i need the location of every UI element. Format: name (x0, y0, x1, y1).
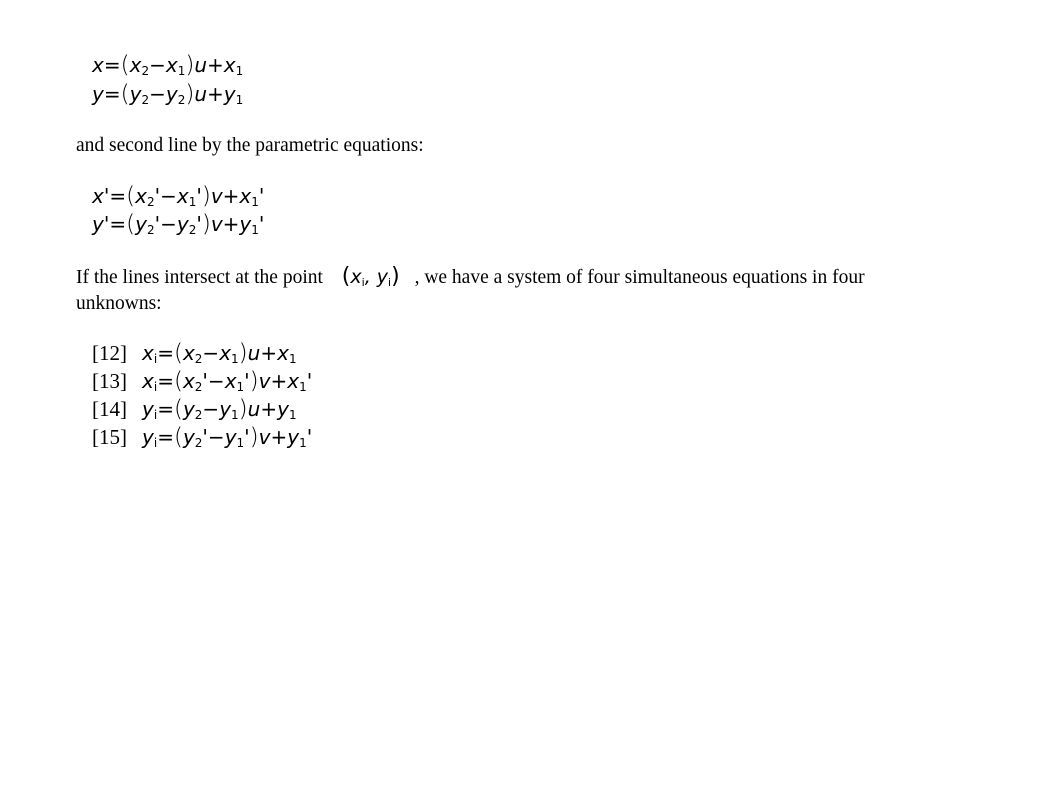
equation-line2-y: $y'=(y_2'-y_2')v+y_1'$ (92, 211, 265, 237)
equation-13: [13] $x_i=(x_2'-x_1')v+x_1'$ (92, 368, 313, 394)
equation-14: [14] $y_i=(y_2-y_1)u+y_1$ (92, 396, 297, 422)
equation-number-15: [15] (92, 425, 127, 449)
intersect-point: ($x_i$, $y_i$) (341, 264, 400, 289)
equation-line1-x: $x=(x_2-x_1)u+x_1$ (92, 52, 244, 78)
equation-15: [15] $y_i=(y_2'-y_1')v+y_1'$ (92, 424, 313, 450)
paragraph-intersect (76, 266, 865, 288)
equation-line1-y: $y=(y_2-y_2)u+y_1$ (92, 81, 244, 107)
intersect-text-before: If the lines intersect at the point (76, 267, 323, 288)
paragraph-second-line: and second line by the parametric equations: (76, 135, 424, 156)
equation-line2-x: $x'=(x_2'-x_1')v+x_1'$ (92, 183, 265, 209)
equation-number-13: [13] (92, 369, 127, 393)
equation-12: [12] $x_i=(x_2-x_1)u+x_1$ (92, 340, 297, 366)
equation-number-12: [12] (92, 341, 127, 365)
intersect-text-after: , we have a system of four simultaneous equations in four (414, 267, 865, 288)
equation-number-14: [14] (92, 397, 127, 421)
paragraph-continuation: unknowns: (76, 293, 162, 314)
